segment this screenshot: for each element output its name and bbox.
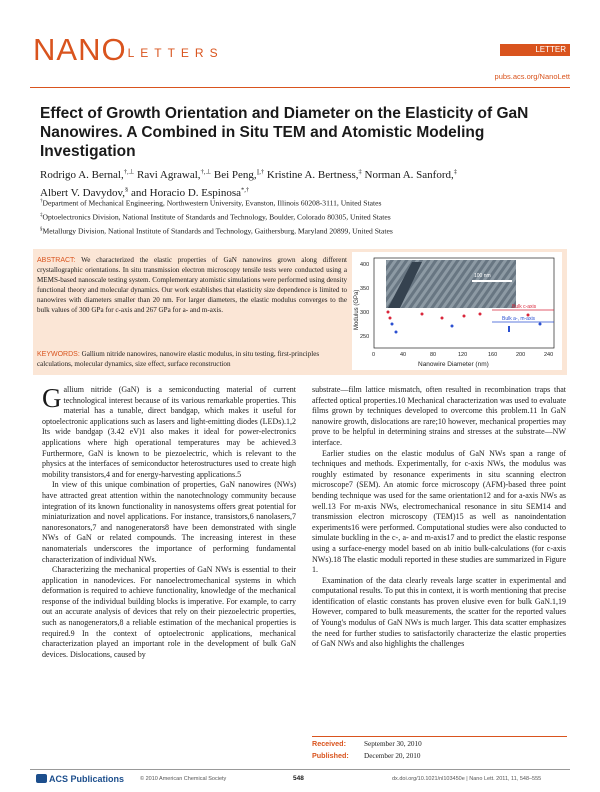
article-title: Effect of Growth Orientation and Diameter on the Elasticity of GaN Nanowires. A Combined in Situ TEM and Atomistic Modeling Investigation: [40, 105, 529, 160]
data-point: [387, 311, 390, 314]
article-type-badge: LETTER: [500, 44, 570, 56]
author: Bei Peng,||,†: [213, 168, 265, 181]
keywords: [37, 350, 347, 370]
keywords-text: Gallium nitride nanowires, nanowire elastic modulus, in situ testing, first-principles calculations, molecular dynamics, size effect, surface reconstruction: [37, 350, 320, 368]
y-axis-label: Modulus (GPa): [354, 289, 360, 330]
received-label: Received:: [312, 739, 346, 748]
paragraph: Earlier studies on the elastic modulus of GaN NWs span a range of techniques and methods. Experimentally, for c-axis NWs, the modulus was roughly estimated by resonance experiments in situ scanning electron microscope7 (SEM). An atomic force microscopy (AFM)-based three point bending technique was used for the same orientation12 and for a-axis NWs as well.13 For m-axis NWs, electromechanical resonance in situ SEM14 and transmission electron microscopy (TEM)15 as well as nanoindentation experiments16 were performed. Computational studies were also conducted to simulate buckling in the c-, a- and m-axis17 and to predict the elastic response using a surface-energy model based on ab initio bulk-calculations (for c-axis NWs).18 The elastic moduli reported in these studies are summarized in Figure 1.: [312, 448, 567, 575]
data-point: [395, 331, 398, 334]
abstract: [37, 256, 347, 315]
page-number: 548: [293, 775, 304, 782]
footer-divider: [30, 769, 570, 770]
y-tick-label: 400: [360, 262, 370, 268]
abstract-label: ABSTRACT:: [37, 257, 76, 264]
scale-bar-label: 100 nm: [474, 273, 491, 279]
x-tick-label: 120: [458, 352, 468, 358]
data-point: [451, 325, 454, 328]
author: Norman A. Sanford,‡: [364, 168, 458, 181]
acs-publications-logo[interactable]: ACS Publications: [36, 774, 124, 784]
data-point: [527, 314, 530, 317]
journal-logo: [33, 34, 224, 69]
x-tick-label: 200: [516, 352, 526, 358]
x-tick-label: 0: [372, 352, 376, 358]
affiliation: †Department of Mechanical Engineering, Northwestern University, Evanston, Illinois 60208-3111, United States: [40, 198, 382, 208]
published-date: December 20, 2010: [364, 752, 421, 760]
y-tick-label: 300: [360, 310, 370, 316]
author: Ravi Agrawal,†,⊥: [137, 168, 212, 181]
author-list: [40, 164, 560, 201]
x-tick-label: 160: [488, 352, 498, 358]
acs-logo-icon: [36, 774, 47, 783]
bulk-c-axis-label: Bulk c-axis: [512, 304, 537, 310]
doi-citation[interactable]: dx.doi.org/10.1021/nl103450e | Nano Lett. 2011, 11, 548–555: [392, 776, 542, 782]
journal-sub: LETTERS: [127, 46, 224, 60]
author: and Horacio D. Espinosa*,†: [131, 186, 250, 200]
journal-name: NANO: [33, 32, 127, 67]
data-point: [389, 317, 392, 320]
abstract-figure: [352, 252, 562, 370]
received-date: September 30, 2010: [364, 740, 422, 748]
x-tick-label: 240: [544, 352, 554, 358]
body-column-right: [312, 385, 566, 650]
keywords-label: KEYWORDS:: [37, 351, 80, 358]
y-tick-label: 350: [360, 286, 370, 292]
data-point: [479, 313, 482, 316]
data-point: [539, 323, 542, 326]
paragraph: substrate—film lattice mismatch, often resulted in recombination traps that affected optical properties.10 Mechanical characterization was used to evaluate films grown by techniques developed to overcome this problem.11 In GaN nanowire growth, dislocations are rare;10 however, mechanical properties may prove to be helpful in determining strains and stresses at the substrate—NW interface.: [312, 385, 566, 447]
x-axis-label: Nanowire Diameter (nm): [418, 361, 489, 368]
affiliation: ‡Optoelectronics Division, National Institute of Standards and Technology, Boulder, Colorado 80305, United States: [40, 212, 391, 222]
received-divider: [312, 736, 567, 737]
data-point: [463, 315, 466, 318]
data-point: [508, 326, 510, 332]
x-tick-label: 40: [400, 352, 407, 358]
abstract-text: We characterized the elastic properties of GaN nanowires grown along different crystallographic orientations. In situ transmission electron microscopy tensile tests were conducted using a MEMS-based nanoscale testing system. Complementary atomistic simulations were performed using density functional theory and molecular dynamics. Our work establishes that elasticity size dependence is limited to nanowires with diameters smaller than 20 nm. For larger diameters, the elastic modulus converges to the bulk values of 300 GPa for c-axis and 267 GPa for a- and m-axis.: [37, 256, 347, 314]
y-tick-label: 250: [360, 334, 370, 340]
scale-bar: [472, 280, 512, 282]
data-point: [421, 313, 424, 316]
published-label: Published:: [312, 751, 349, 760]
paragraph: Characterizing the mechanical properties of GaN NWs is essential to their application in nanodevices. For nanoelectromechanical systems in which deformation is required to achieve functionality, knowledge of the mechanical response of the individual building blocks is imperative. For example, to carry out an accurate analysis of devices that rely on their piezoelectric properties, such as nanogenerators,8 a reliable estimation of the mechanical properties is required.9 In the context of optoelectronic applications, mechanical characterization played an important role in the development of bulk GaN devices. Dislocations, caused by: [42, 565, 296, 659]
header-divider: [30, 87, 570, 88]
x-tick-label: 80: [430, 352, 437, 358]
copyright-notice: © 2010 American Chemical Society: [140, 776, 227, 782]
body-column-left: [42, 385, 296, 660]
data-point: [391, 323, 394, 326]
author: Rodrigo A. Bernal,†,⊥: [40, 168, 135, 181]
received-dates: [312, 738, 567, 762]
affiliation: §Metallurgy Division, National Institute of Standards and Technology, Gaithersburg, Maryland 20899, United States: [40, 226, 393, 236]
paragraph: Gallium nitride (GaN) is a semiconducting material of current technological interest because of its various remarkable properties. This material has a tunable, direct bandgap, which makes it useful for optoelectronic applications such as lasers and light-emitting diodes (LEDs).1,2 Its wide bandgap (3.42 eV)1 also makes it ideal for power-electronics applications where high operational temperatures may be achieved.3 Furthermore, GaN is known to be piezoelectric, which is relevant to the physics at the interfaces of semiconductor heterostructures used to create high mobility transistors,4 and for energy-harvesting applications.5: [42, 383, 296, 479]
author: Albert V. Davydov,§: [40, 186, 129, 200]
paragraph: Examination of the data clearly reveals large scatter in experimental and computational results. To put this in context, it is worth mentioning that precise identification of elastic constants has proven elusive even for bulk GaN.1,19 However, compared to bulk measurements, the scatter for the reported values of Young's modulus of GaN NWs is much larger. This data scatter emphasizes the need for further studies to satisfactorily characterize the elastic properties of GaN NWs and also highlights the challenges: [312, 575, 566, 649]
data-point: [441, 317, 444, 320]
paragraph: In view of this unique combination of properties, GaN nanowires (NWs) have attracted great attention within the nanotechnology community because integration of its known functionality in nanosystems offers great potential for miniaturization and novel applications. For instance, transistors,6 nanolasers,7 nanoresonators,7 and nanogenerators8 have been demonstrated with single NWs of GaN or related compounds. The increasing interest in these nanomaterials underscores the importance of performing fundamental characterization of individual NWs.: [42, 480, 296, 564]
journal-url-link[interactable]: pubs.acs.org/NanoLett: [494, 72, 570, 81]
dropcap: G: [42, 383, 62, 413]
bulk-am-axis-label: Bulk a-, m-axis: [502, 316, 536, 322]
author: Kristine A. Bertness,‡: [266, 168, 362, 181]
